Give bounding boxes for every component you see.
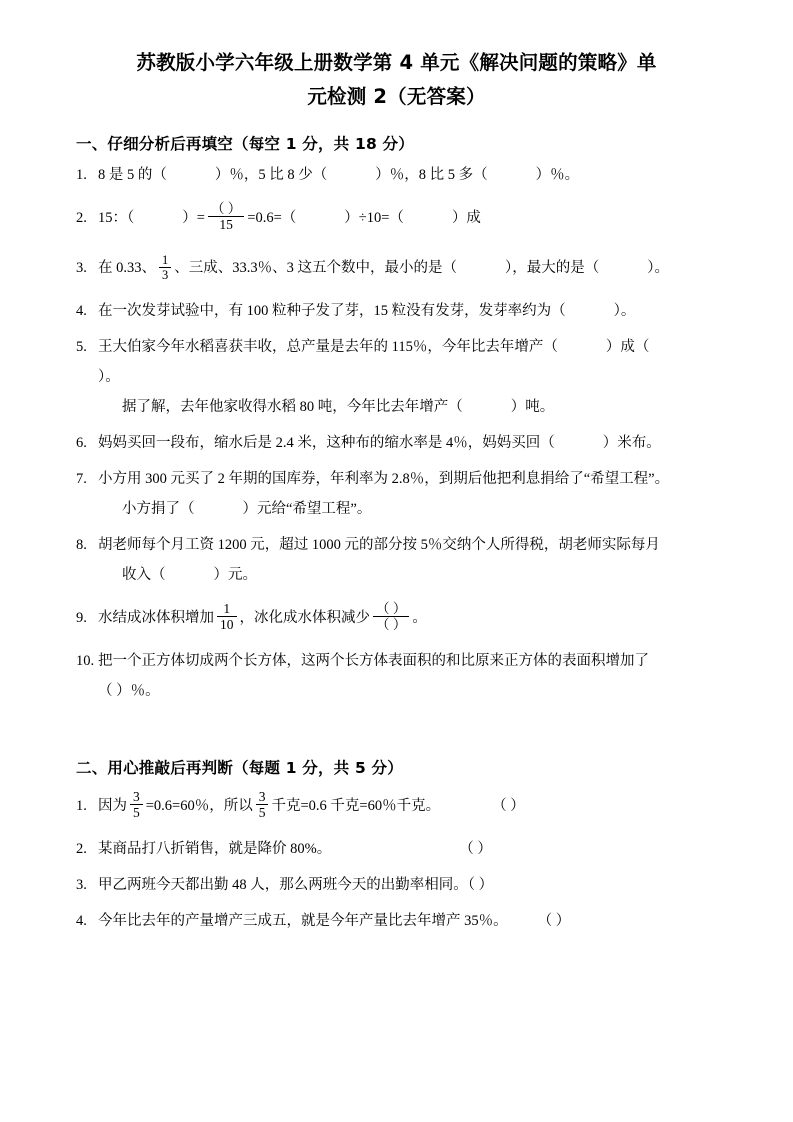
question-1-5 [76, 332, 717, 422]
question-2-2 [76, 834, 717, 864]
question-number: 3. [76, 877, 87, 893]
question-text-line1-a: 王大伯家今年水稻喜获丰收，总产量是去年的 115％，今年比去年增产（ [98, 339, 558, 355]
question-text-c: ），最大的是（ [505, 260, 600, 276]
question-text-b: 、三成、33.3％、3 这五个数中，最小的是（ [174, 260, 457, 276]
question-text-mid: =0.6=60％，所以 [145, 798, 253, 814]
question-text-c: =0.6=（ [247, 210, 297, 226]
question-text: 今年比去年的产量增产三成五，就是今年产量比去年增产 35％。 [98, 913, 508, 929]
question-1-10-line2 [98, 676, 717, 706]
question-2-4 [76, 906, 717, 936]
question-text-line2-a: 收入（ [122, 567, 166, 583]
fraction-denominator: 5 [258, 805, 266, 821]
question-text-b: ）米布。 [602, 435, 661, 451]
question-number: 4. [76, 303, 87, 319]
question-text-e: ）成 [451, 210, 481, 226]
fraction [256, 789, 269, 821]
fraction-denominator: 5 [133, 805, 140, 821]
answer-bracket: （ ） [459, 841, 492, 857]
question-text-d: ）。 [647, 260, 669, 276]
question-text-a: 8 是 5 的（ [98, 167, 167, 183]
fraction [217, 601, 237, 633]
question-text-a: 水结成冰体积增加 [98, 610, 214, 626]
question-text-pre: 因为 [98, 798, 127, 814]
question-number: 2. [76, 841, 87, 857]
question-text-b: ）。 [613, 303, 636, 319]
fraction [373, 601, 409, 633]
question-1-4 [76, 296, 717, 326]
page-title-line1: 苏教版小学六年级上册数学第 4 单元《解决问题的策略》单 [136, 51, 657, 74]
question-text-line1-b: ）成（ [605, 339, 650, 355]
question-number: 1. [76, 167, 87, 183]
question-text: 甲乙两班今天都出勤 48 人，那么两班今天的出勤率相同。 [98, 877, 468, 893]
question-number: 4. [76, 913, 87, 929]
question-number: 6. [76, 435, 87, 451]
fraction-numerator: （ ） [373, 601, 409, 618]
question-text-line2: （ ）％。 [98, 683, 160, 699]
question-text-a: 在 0.33、 [98, 260, 156, 276]
question-text-c: ）％，8 比 5 多（ [375, 167, 488, 183]
question-1-1 [76, 160, 717, 190]
question-1-8-line2 [98, 560, 717, 590]
question-text-b: ，冰化成水体积减少 [239, 610, 370, 626]
answer-bracket: （ ） [537, 913, 571, 929]
question-number: 2. [76, 210, 87, 226]
question-text-line2-a: 据了解，去年他家收得水稻 80 吨，今年比去年增产（ [122, 399, 463, 415]
fraction-numerator: 3 [256, 789, 269, 806]
fraction [130, 789, 143, 821]
question-text-b: ）％，5 比 8 少（ [214, 167, 328, 183]
question-text-line2-b: ）元。 [213, 567, 257, 583]
question-text-d: ）÷10=（ [344, 210, 404, 226]
question-number: 5. [76, 339, 87, 355]
question-text: 某商品打八折销售，就是降价 80%。 [98, 841, 332, 857]
fraction-numerator: （ ） [208, 201, 244, 218]
section-heading-true-false: 二、用心推敲后再判断（每题 1 分，共 5 分） [76, 759, 403, 777]
question-number: 1. [76, 798, 87, 814]
question-1-5-line2 [98, 392, 717, 422]
page-title [76, 46, 717, 114]
question-1-6 [76, 428, 717, 458]
fraction-numerator: 1 [217, 601, 237, 618]
question-text-d: ）％。 [535, 167, 580, 183]
fraction-denominator: 10 [220, 617, 234, 633]
fraction-denominator: （ ） [376, 617, 407, 633]
question-text-c: 。 [412, 610, 427, 626]
question-text-a: 妈妈买回一段布，缩水后是 2.4 米，这种布的缩水率是 4％，妈妈买回（ [98, 435, 555, 451]
fraction [159, 253, 171, 283]
question-number: 7. [76, 471, 87, 487]
question-text-line2-b: ）元给“希望工程”。 [242, 501, 372, 517]
section-spacer [76, 712, 717, 738]
question-1-3 [76, 246, 717, 290]
question-1-10 [76, 646, 717, 706]
answer-bracket: （ ） [467, 877, 494, 893]
question-2-3 [76, 870, 717, 900]
answer-bracket: （ ） [492, 798, 525, 814]
section-heading-fill-blank: 一、仔细分析后再填空（每空 1 分，共 18 分） [76, 135, 414, 153]
fraction-numerator: 3 [130, 789, 143, 806]
question-text-b: ）= [182, 210, 205, 226]
question-1-7 [76, 464, 717, 524]
question-number: 3. [76, 260, 87, 276]
question-number: 9. [76, 610, 87, 626]
question-text-line1: 小方用 300 元买了 2 年期的国库券，年利率为 2.8％，到期后他把利息捐给了“希望工程”。 [98, 471, 670, 487]
question-2-1 [76, 784, 717, 828]
question-text-a: 15：（ [98, 210, 135, 226]
question-text-line1: 把一个正方体切成两个长方体，这两个长方体表面积的和比原来正方体的表面积增加了 [98, 653, 649, 669]
question-text-line1: 胡老师每个月工资 1200 元，超过 1000 元的部分按 5％交纳个人所得税，胡老师实际每月 [98, 537, 660, 553]
question-text-line1-c: ）。 [98, 369, 120, 385]
question-text-a: 在一次发芽试验中，有 100 粒种子发了芽，15 粒没有发芽，发芽率约为（ [98, 303, 566, 319]
question-text-line2-a: 小方捐了（ [122, 501, 195, 517]
fraction-denominator: 15 [219, 217, 233, 233]
question-text-post: 千克=0.6 千克=60％千克。 [271, 798, 441, 814]
question-1-7-line2 [98, 494, 717, 524]
page-title-line2: 元检测 2（无答案） [307, 85, 486, 108]
question-number: 8. [76, 537, 87, 553]
question-text-line2-b: ）吨。 [510, 399, 555, 415]
fraction-numerator: 1 [159, 253, 171, 268]
question-number: 10. [76, 653, 95, 669]
question-1-9 [76, 596, 717, 640]
fraction-denominator: 3 [162, 267, 169, 282]
question-1-2 [76, 196, 717, 240]
fraction [208, 201, 244, 233]
question-1-8 [76, 530, 717, 590]
